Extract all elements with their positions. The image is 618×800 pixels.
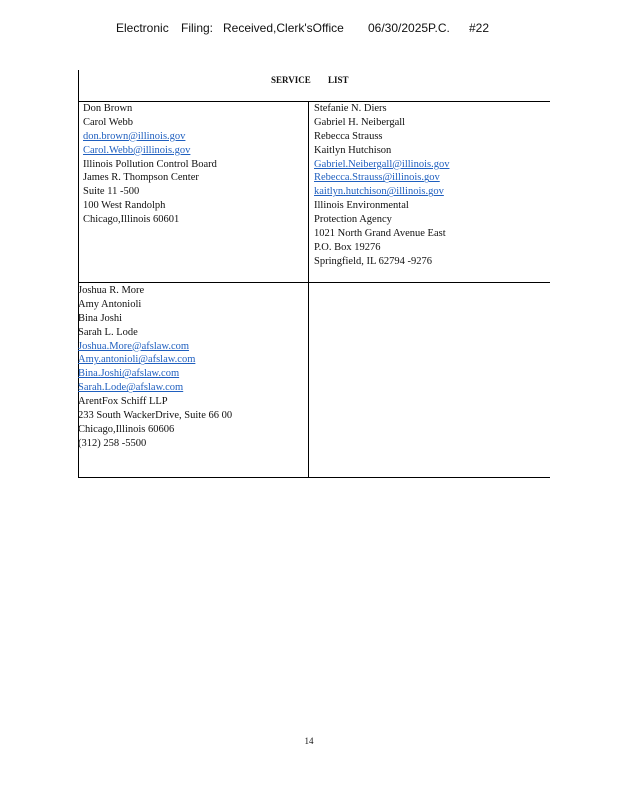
email-link[interactable]: Sarah.Lode@afslaw.com [78,382,184,394]
contact-line: Sarah L. Lode [78,326,138,338]
table-bottom-border [78,477,550,478]
contact-cell-arentfox-schiff [78,284,232,451]
title-word-service: SERVICE [271,75,311,85]
contact-line: Carol Webb [83,116,133,128]
header-date: 06/30/2025P.C. [368,21,450,35]
table-row-divider-middle [78,282,550,283]
email-link[interactable]: kaitlyn.hutchison@illinois.gov [314,186,444,198]
header-electronic: Electronic [116,21,169,35]
contact-line: Kaitlyn Hutchison [314,144,392,156]
email-link[interactable]: don.brown@illinois.gov [83,130,186,142]
email-link[interactable]: Bina.Joshi@afslaw.com [78,368,180,380]
contact-line: Illinois Pollution Control Board [83,158,217,170]
contact-cell-environmental-protection-agency [314,102,449,269]
contact-line: Protection Agency [314,214,392,226]
contact-line: Don Brown [83,103,133,114]
table-column-divider [308,101,309,478]
contact-line: Stefanie N. Diers [314,103,387,114]
contact-line: 233 South WackerDrive, Suite 66 00 [78,410,233,422]
header-number: #22 [469,21,490,35]
email-link[interactable]: Amy.antonioli@afslaw.com [78,354,196,366]
contact-line: P.O. Box 19276 [314,241,381,253]
filing-header [0,21,618,37]
email-link[interactable]: Gabriel.Neibergall@illinois.gov [314,158,450,170]
contact-line: ArentFox Schiff LLP [78,396,168,408]
contact-line: Amy Antonioli [78,298,142,310]
contact-cell-pollution-control-board [83,102,217,227]
contact-line: James R. Thompson Center [83,172,199,184]
header-filing: Filing: [181,21,214,35]
page-number: 14 [304,736,314,746]
header-received: Received,Clerk'sOffice [223,21,344,35]
contact-line: (312) 258 -5500 [78,437,147,449]
contact-line: Suite 11 -500 [83,186,140,198]
contact-line: Joshua R. More [78,285,145,296]
service-list-table [78,70,550,478]
contact-line: Rebecca Strauss [314,130,383,142]
email-link[interactable]: Joshua.More@afslaw.com [78,340,190,352]
contact-line: 100 West Randolph [83,200,166,212]
email-link[interactable]: Rebecca.Strauss@illinois.gov [314,172,440,184]
contact-line: Illinois Environmental [314,200,409,212]
contact-line: Chicago,Illinois 60606 [78,423,175,435]
contact-line: 1021 North Grand Avenue East [314,228,446,240]
contact-line: Gabriel H. Neibergall [314,116,406,128]
contact-line: Bina Joshi [78,312,123,324]
contact-line: Springfield, IL 62794 -9276 [314,255,433,267]
contact-line: Chicago,Illinois 60601 [83,214,180,226]
title-word-list: LIST [328,75,349,85]
email-link[interactable]: Carol.Webb@illinois.gov [83,144,191,156]
